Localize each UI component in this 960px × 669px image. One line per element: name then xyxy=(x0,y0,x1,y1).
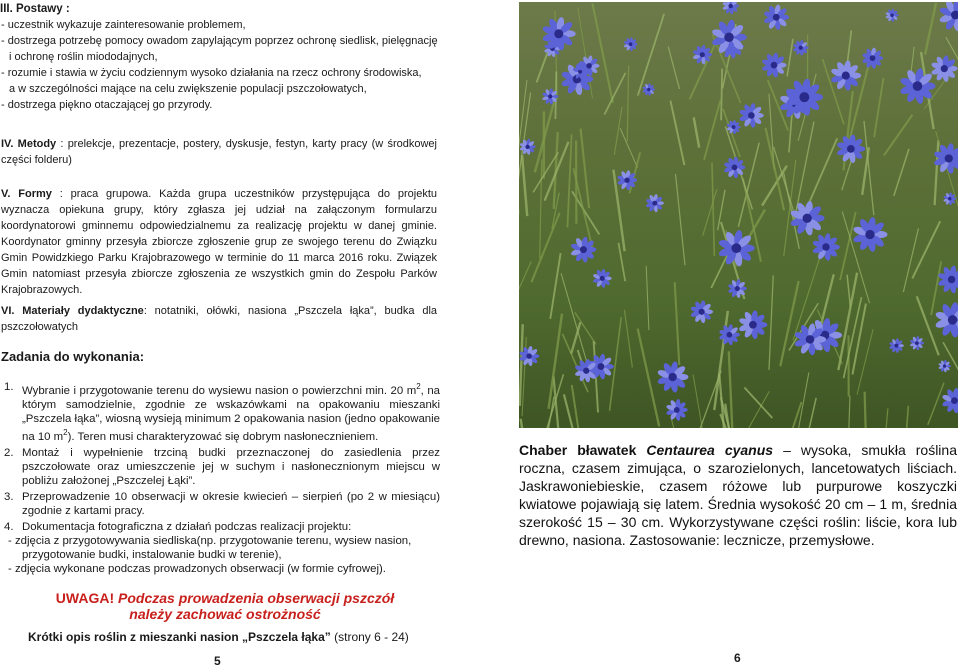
cornflower xyxy=(830,60,861,91)
stem xyxy=(712,163,714,256)
stem xyxy=(894,149,909,196)
stem xyxy=(882,408,888,428)
stem xyxy=(521,419,528,428)
section-6-text: : notatniki, ołówki, nasiona „Pszczela łąka”, budka dla pszczołowatych xyxy=(1,305,437,333)
cornflower-field-photo xyxy=(519,2,958,428)
task-number: 4. xyxy=(4,520,14,534)
stem xyxy=(571,322,580,353)
cornflower xyxy=(722,2,739,15)
stem xyxy=(624,310,632,368)
task-number: 2. xyxy=(4,446,14,460)
tasks-list xyxy=(4,380,440,578)
stem xyxy=(847,396,850,428)
cornflower xyxy=(812,233,840,261)
cornflower xyxy=(642,83,655,96)
stem xyxy=(638,329,660,427)
task-text: , na którym samodzielnie, zgodnie ze wskazówkami na opakowaniu mieszanki „Pszczela łąka”, wiosną wysieją minimum 2 opakowania nasion (jedno opakowanie na 10 m xyxy=(22,385,440,443)
cornflower xyxy=(623,37,637,51)
stem xyxy=(925,3,936,55)
stem xyxy=(852,304,865,375)
cornflower xyxy=(793,40,809,56)
stem xyxy=(693,374,707,428)
cornflower xyxy=(885,8,898,22)
plant-description-text: – wysoka, smukła roślina roczna, czasem zimująca, o szarozielonych, lancetowatych liściach. Jaskrawoniebieskie, czasem różowe lub purpurowe koszyczki kwiatowe pojawiają się latem. Średnia wysokość 20 cm – 1 m, średnia szerokość 15 – 30 cm. Wykorzystywane części roślin: liście, kora lub drewno, nasiona. Zastosowanie: lecznicze, przemysłowe. xyxy=(519,442,957,548)
left-page xyxy=(0,0,445,667)
stem xyxy=(729,351,733,428)
task-item xyxy=(4,490,440,518)
stem xyxy=(592,3,612,103)
caption-pages: (strony 6 - 24) xyxy=(331,630,409,644)
cornflower xyxy=(763,4,789,30)
cornflower xyxy=(852,217,887,253)
warning-label: UWAGA! xyxy=(56,590,118,606)
stem xyxy=(646,266,649,330)
stem xyxy=(703,189,717,236)
stem xyxy=(629,152,640,193)
section-6 xyxy=(1,303,437,335)
plant-latin-name: Centaurea cyanus xyxy=(646,442,773,458)
stem xyxy=(903,228,918,292)
section-5-text: : praca grupowa. Każda grupa uczestników przystępująca do projektu wyznacza opiekuna grupy, który zgłasza jej udział na załączonym formularzu koordynatorowi gminnemu odpowiedzialnemu za realizację projektu w danej gminie. Koordynator gminny przesyła zbiorcze zgłoszenie grup ze swojego terenu do Związku Gmin Powidzkiego Parku Krajobrazowego w terminie do 11 marca 2016 roku. Związek Gmin natomiast przesyła zbiorcze zgłoszenia ze wszystkich gmin do Zespołu Parków Krajobrazowych. xyxy=(1,188,437,296)
stem xyxy=(865,392,868,428)
cornflower xyxy=(942,388,958,414)
stem xyxy=(912,221,940,278)
section-3-title: III. Postawy : xyxy=(0,1,70,17)
section-3-line: - dostrzega potrzebę pomocy owadom zapylającym poprzez ochronę siedlisk, pielęgnację xyxy=(1,33,441,49)
stem xyxy=(694,117,699,147)
section-3-line: - dostrzega piękno otaczającej go przyrody. xyxy=(1,97,441,113)
warning-text: należy zachować ostrożność xyxy=(40,606,410,622)
cornflower xyxy=(910,336,924,351)
cornflower xyxy=(719,324,740,346)
task-text: ). Teren musi charakteryzować się dobrym nasłonecznieniem. xyxy=(68,431,379,443)
stem xyxy=(668,47,679,89)
stem xyxy=(787,39,793,77)
stem xyxy=(901,406,908,428)
cornflower xyxy=(645,194,664,213)
cornflower xyxy=(889,338,904,353)
cornflower xyxy=(938,360,951,373)
cornflower xyxy=(761,52,786,78)
section-3-line: - rozumie i stawia w życiu codziennym wysoko działania na rzecz ochrony środowiska, xyxy=(1,65,441,81)
stem xyxy=(520,324,523,406)
stem xyxy=(738,143,759,227)
stem xyxy=(675,282,680,365)
cornflower xyxy=(657,361,689,393)
stem xyxy=(935,140,939,205)
stem xyxy=(723,109,740,157)
stem xyxy=(531,213,559,282)
task-subitem: przygotowanie budki, instalowanie budki w terenie), xyxy=(4,548,440,562)
stem xyxy=(769,275,773,369)
cornflower xyxy=(931,55,958,83)
stem xyxy=(797,398,816,428)
stem xyxy=(567,134,571,227)
task-text: Dokumentacja fotograficzna z działań podczas realizacji projektu: xyxy=(4,520,440,534)
section-4-text: : prelekcje, prezentacje, postery, dyskusje, festyn, karty pracy (w środkowej części folderu) xyxy=(1,138,437,166)
superscript: 2 xyxy=(63,428,67,437)
stem xyxy=(847,275,850,307)
stem xyxy=(744,387,772,418)
cornflower xyxy=(666,399,688,421)
stem xyxy=(620,128,637,168)
stem xyxy=(721,69,722,121)
stem xyxy=(540,159,542,258)
cornflower xyxy=(593,269,612,289)
task-text: Wybranie i przygotowanie terenu do wysiewu nasion o powierzchni min. 20 m xyxy=(22,385,416,397)
stem xyxy=(522,155,527,216)
section-4 xyxy=(1,136,437,168)
section-3-line: a w szczególności mające na celu zwiększenie populacji pszczołowatych, xyxy=(1,81,441,97)
plants-caption xyxy=(28,629,409,645)
stem xyxy=(765,128,784,211)
task-text: Przeprowadzenie 10 obserwacji w okresie kwiecień – sierpień (po 2 w miesiącu) zgodnie z kartami pracy. xyxy=(4,490,440,518)
section-5-label: V. Formy xyxy=(1,188,52,200)
stem xyxy=(627,65,628,141)
plant-name: Chaber bławatek xyxy=(519,442,646,458)
task-item xyxy=(4,446,440,488)
task-number: 3. xyxy=(4,490,14,504)
tasks-title: Zadania do wykonania: xyxy=(1,349,144,365)
page-number-left: 5 xyxy=(214,653,221,669)
stem xyxy=(572,385,582,428)
stem xyxy=(676,174,685,265)
warning-note xyxy=(40,590,410,622)
cornflower xyxy=(711,19,747,55)
stem xyxy=(840,212,856,280)
stem xyxy=(581,129,590,209)
stem xyxy=(777,402,802,428)
stem xyxy=(561,273,590,372)
stem xyxy=(931,262,941,315)
cornflower xyxy=(738,310,767,340)
section-6-label: VI. Materiały dydaktyczne xyxy=(1,305,144,317)
stem xyxy=(519,261,531,309)
cornflower xyxy=(739,103,764,128)
task-text: Montaż i wypełnienie trzciną budki przeznaczonej do zasiedlenia przez pszczołowate oraz umieszczenie jej w suchym i nasłonecznionym miejscu w pobliżu założonej „Pszczelej Łąki”. xyxy=(4,446,440,488)
stem xyxy=(784,160,796,256)
stem xyxy=(550,253,560,319)
warning-text: Podczas prowadzenia obserwacji pszczół xyxy=(118,590,394,606)
cornflower xyxy=(692,45,712,65)
cornflower xyxy=(862,47,884,69)
stem xyxy=(809,138,837,203)
superscript: 2 xyxy=(416,382,420,391)
task-number: 1. xyxy=(4,380,14,394)
cornflower xyxy=(570,236,596,263)
task-subitem: - zdjęcia z przygotowywania siedliska(np. przygotowanie terenu, wysiew nasion, xyxy=(4,534,440,548)
stem xyxy=(671,418,690,428)
cornflower xyxy=(899,68,935,105)
cornflower xyxy=(690,300,713,323)
task-item xyxy=(4,380,440,444)
page-number-right: 6 xyxy=(734,651,741,665)
section-3-line: - uczestnik wykazuje zainteresowanie problemem, xyxy=(1,17,441,33)
cornflower xyxy=(939,2,958,32)
cornflower xyxy=(836,134,865,163)
stem xyxy=(928,383,944,425)
plant-description xyxy=(519,441,957,549)
cornflower xyxy=(935,302,958,338)
section-4-label: IV. Metody xyxy=(1,138,56,150)
stem xyxy=(670,101,684,165)
stem xyxy=(780,281,798,366)
section-5 xyxy=(1,186,437,298)
flower-illustration xyxy=(519,2,958,428)
task-subitem: - zdjęcia wykonane podczas prowadzonych obserwacji (w formie cyfrowej). xyxy=(4,562,440,576)
stem xyxy=(874,78,883,137)
stem xyxy=(704,100,720,160)
stem xyxy=(610,317,622,411)
caption-bold: Krótki opis roślin z mieszanki nasion „Pszczela łąka” xyxy=(28,630,331,644)
section-3-list xyxy=(1,17,441,113)
section-3-line: i ochronę roślin miododajnych, xyxy=(1,49,441,65)
task-item xyxy=(4,520,440,576)
stem xyxy=(638,14,664,96)
